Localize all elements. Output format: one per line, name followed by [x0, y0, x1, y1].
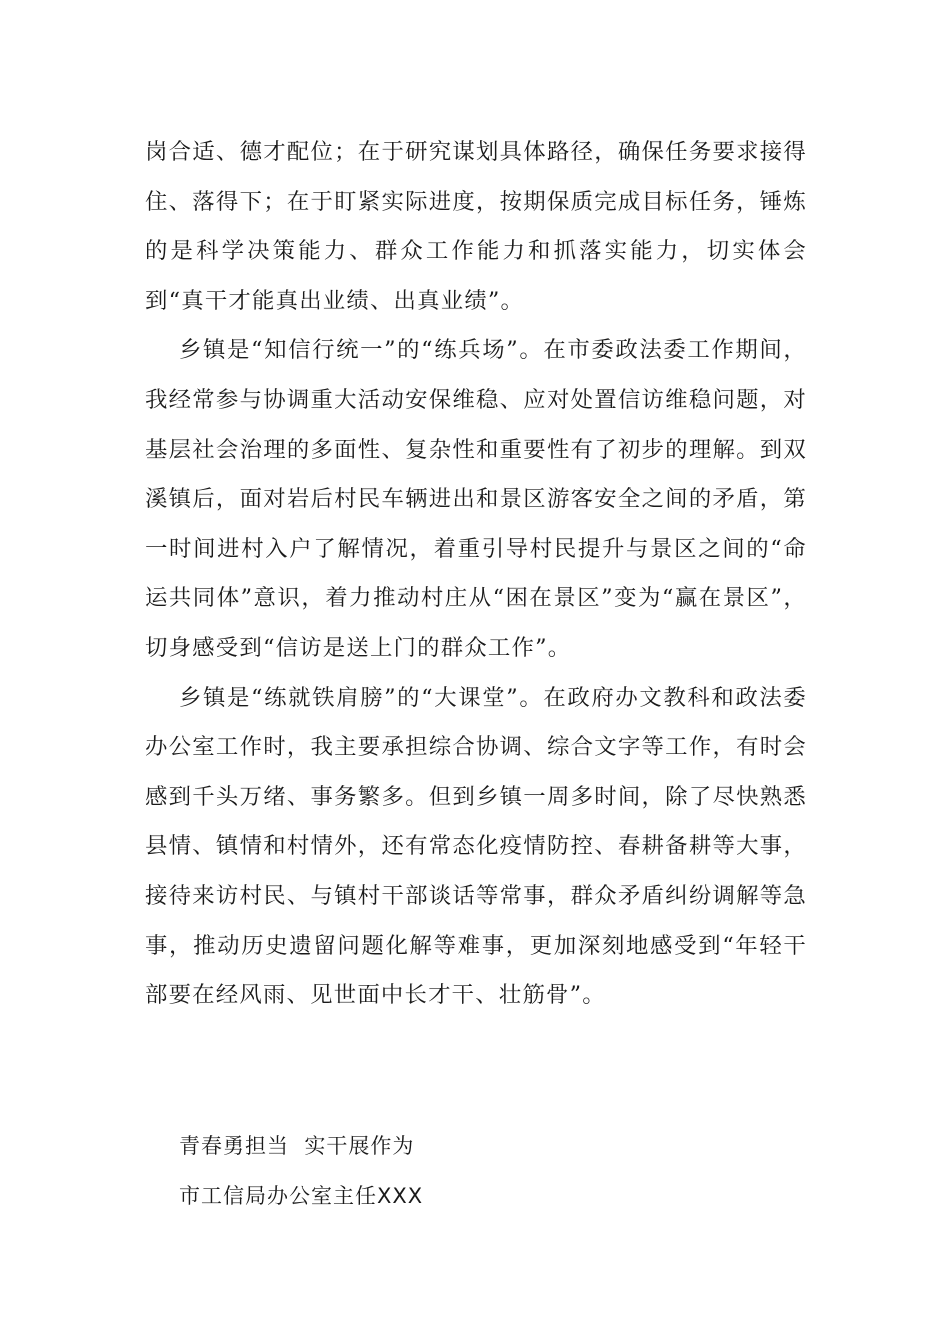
next-article-header — [179, 1122, 779, 1221]
article-body — [145, 128, 807, 1021]
next-article-author: 市工信局办公室主任XXX — [179, 1183, 424, 1208]
next-article-title: 青春勇担当 实干展作为 — [179, 1134, 415, 1158]
paragraph-1: 岗合适、德才配位；在于研究谋划具体路径，确保任务要求接得住、落得下；在于盯紧实际进度，按期保质完成目标任务，锤炼的是科学决策能力、群众工作能力和抓落实能力，切实体会到“真干才能真出业绩、出真业绩”。 — [145, 139, 807, 314]
paragraph-2: 乡镇是“知信行统一”的“练兵场”。在市委政法委工作期间，我经常参与协调重大活动安保维稳、应对处置信访维稳问题，对基层社会治理的多面性、复杂性和重要性有了初步的理解。到双溪镇后，面对岩后村民车辆进出和景区游客安全之间的矛盾，第一时间进村入户了解情况，着重引导村民提升与景区之间的“命运共同体”意识，着力推动村庄从“困在景区”变为“赢在景区”，切身感受到“信访是送上门的群众工作”。 — [145, 337, 807, 661]
paragraph-3: 乡镇是“练就铁肩膀”的“大课堂”。在政府办文教科和政法委办公室工作时，我主要承担综合协调、综合文字等工作，有时会感到千头万绪、事务繁多。但到乡镇一周多时间，除了尽快熟悉县情、镇情和村情外，还有常态化疫情防控、春耕备耕等大事，接待来访村民、与镇村干部谈话等常事，群众矛盾纠纷调解等急事，推动历史遗留问题化解等难事，更加深刻地感受到“年轻干部要在经风雨、见世面中长才干、壮筋骨”。 — [145, 684, 807, 1009]
